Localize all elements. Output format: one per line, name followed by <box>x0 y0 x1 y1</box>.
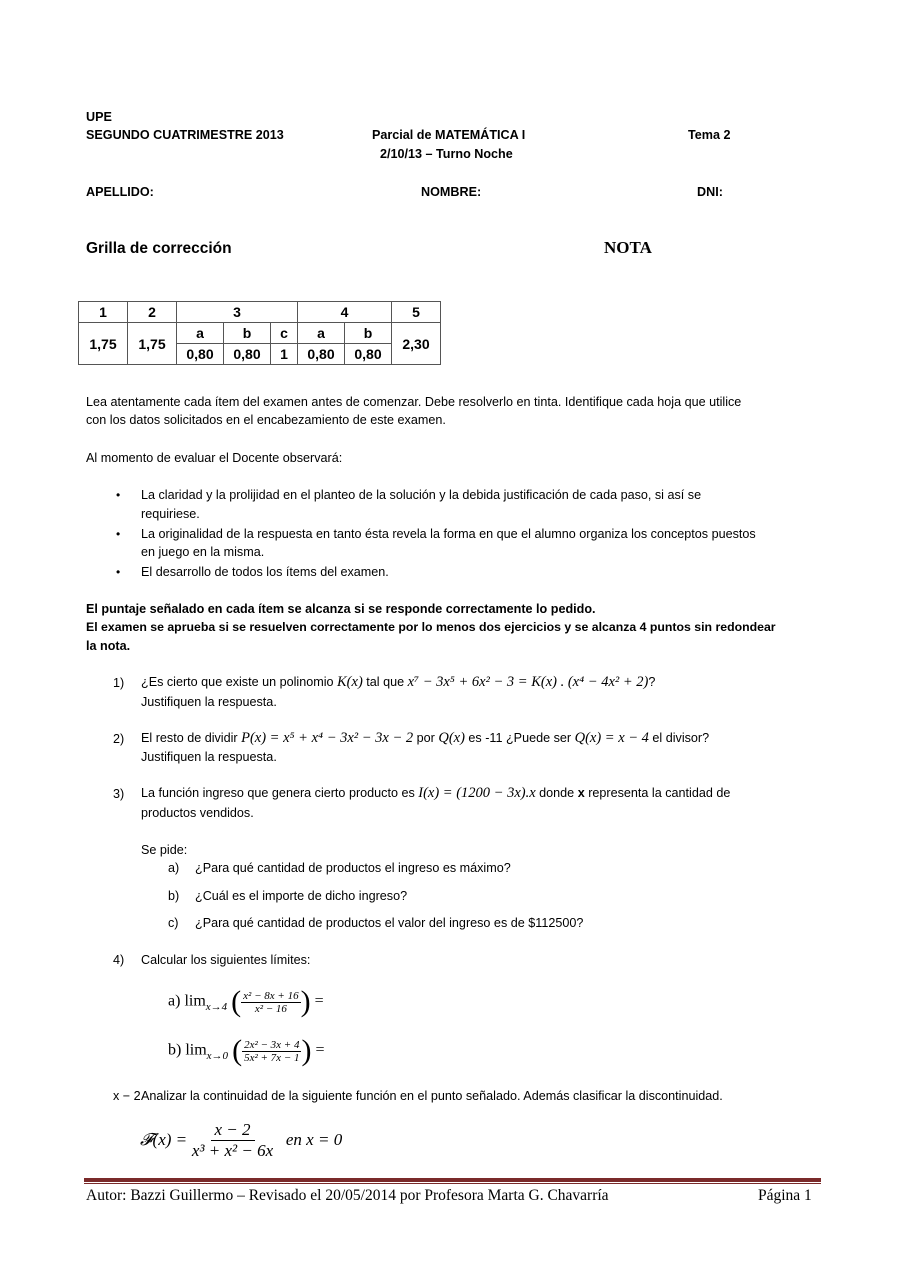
q3-bold-x: x <box>577 786 585 800</box>
header-cell: 4 <box>298 302 392 323</box>
q1-text: tal que <box>366 675 405 689</box>
value-cell: 1 <box>271 344 298 365</box>
footer-rule <box>84 1178 821 1182</box>
exam-title: Parcial de MATEMÁTICA I <box>372 128 526 142</box>
question-number: 4) <box>113 953 125 967</box>
q3-text: donde <box>539 786 575 800</box>
q1-text: ? <box>648 675 656 689</box>
q3-item: ¿Para qué cantidad de productos el valor del ingreso es de $112500? <box>195 916 584 930</box>
bold-note: El puntaje señalado en cada ítem se alcanza si se responde correctamente lo pedido. <box>86 602 596 616</box>
nota-label: NOTA <box>604 238 652 257</box>
bullet-icon: • <box>116 527 121 541</box>
q1-math: K(x) <box>337 674 363 690</box>
question-1 <box>141 674 655 691</box>
q2-text: por <box>416 731 435 745</box>
q3-text: representa la cantidad de <box>588 786 731 800</box>
term: SEGUNDO CUATRIMESTRE 2013 <box>86 128 284 142</box>
value-cell: 0,80 <box>298 344 345 365</box>
fraction-denominator: x³ + x² − 6x <box>191 1141 274 1160</box>
fraction-numerator: 2x² − 3x + 4 <box>244 1038 300 1051</box>
grading-table <box>78 301 441 365</box>
apellido-label: APELLIDO: <box>86 185 154 199</box>
q1-math: x⁷ − 3x⁵ + 6x² − 3 = K(x) . (x⁴ − 4x² + 2) <box>407 674 649 690</box>
subheader-cell: c <box>271 323 298 344</box>
institution: UPE <box>86 110 112 124</box>
question-2 <box>141 730 709 747</box>
nombre-label: NOMBRE: <box>421 185 482 199</box>
q5-text: Analizar la continuidad de la siguiente función en el punto señalado. Además clasificar la discontinuidad. <box>141 1089 723 1103</box>
limit-a: a) $\lim_{x\to 4}$ ( $\frac{\text{x² − 8x + 16}}{\text{x² − 16}}$ ) = <box>168 985 324 1018</box>
dni-label: DNI: <box>697 185 723 199</box>
footer-rule-thin <box>84 1183 821 1184</box>
fraction-numerator: x − 2 <box>211 1120 255 1141</box>
lim: lim <box>184 992 206 1010</box>
page-number: Página 1 <box>758 1187 812 1204</box>
q3-item-label: b) <box>168 889 180 903</box>
q3-math: I(x) = (1200 − 3x).x <box>418 785 536 801</box>
exam-date: 2/10/13 – Turno Noche <box>380 147 513 161</box>
function-definition <box>140 1120 342 1161</box>
bullet-icon: • <box>116 488 121 502</box>
equals: = <box>314 992 324 1010</box>
lim-sub: x→4 <box>205 1000 228 1013</box>
value-cell: 1,75 <box>79 323 128 365</box>
question-number: 3) <box>113 787 125 801</box>
tema: Tema 2 <box>688 128 731 142</box>
q2-math: Q(x) = x − 4 <box>574 730 649 746</box>
q3-item-label: a) <box>168 861 180 875</box>
lim: lim <box>185 1041 207 1059</box>
q2-math: Q(x) <box>438 730 465 746</box>
q1-justify: Justifiquen la respuesta. <box>141 695 277 709</box>
bold-note: la nota. <box>86 639 131 653</box>
value-cell: 0,80 <box>224 344 271 365</box>
header-cell: 2 <box>128 302 177 323</box>
grading-title: Grilla de corrección <box>86 240 232 257</box>
fraction-denominator: x² − 16 <box>254 1002 287 1015</box>
fraction-numerator: x² − 8x + 16 <box>243 989 299 1002</box>
value-cell: 1,75 <box>128 323 177 365</box>
bullet-item: en juego en la misma. <box>141 545 265 559</box>
q1-text: ¿Es cierto que existe un polinomio <box>141 675 334 689</box>
question-3 <box>141 785 730 802</box>
subheader-cell: b <box>224 323 271 344</box>
subheader-cell: b <box>345 323 392 344</box>
value-cell: 0,80 <box>345 344 392 365</box>
bullet-item: La originalidad de la respuesta en tanto ésta revela la forma en que el alumno organiza los conceptos puestos <box>141 527 756 541</box>
instructions-line: Al momento de evaluar el Docente observará: <box>86 451 343 465</box>
bullet-item: El desarrollo de todos los ítems del examen. <box>141 565 389 579</box>
q3-line2: productos vendidos. <box>141 806 254 820</box>
q2-text: es -11 ¿Puede ser <box>468 731 572 745</box>
bullet-item: La claridad y la prolijidad en el planteo de la solución y la debida justificación de cada paso, si así se <box>141 488 702 502</box>
value-cell: 2,30 <box>392 323 441 365</box>
question-number: 2) <box>113 732 125 746</box>
bullet-icon: • <box>116 565 121 579</box>
q3-item: ¿Para qué cantidad de productos el ingreso es máximo? <box>195 861 511 875</box>
se-pide: Se pide: <box>141 843 188 857</box>
lim-sub: x→0 <box>206 1049 229 1062</box>
q3-text: La función ingreso que genera cierto producto es <box>141 786 415 800</box>
header-cell: 5 <box>392 302 441 323</box>
subheader-cell: a <box>177 323 224 344</box>
q3-item-label: c) <box>168 916 179 930</box>
instructions-line: con los datos solicitados en el encabezamiento de este examen. <box>86 413 446 427</box>
value-cell: 0,80 <box>177 344 224 365</box>
header-cell: 3 <box>177 302 298 323</box>
q2-justify: Justifiquen la respuesta. <box>141 750 277 764</box>
question-number: x − 2 <box>113 1089 141 1103</box>
footer-author: Autor: Bazzi Guillermo – Revisado el 20/05/2014 por Profesora Marta G. Chavarría <box>86 1187 609 1204</box>
subheader-cell: a <box>298 323 345 344</box>
instructions-line: Lea atentamente cada ítem del examen antes de comenzar. Debe resolverlo en tinta. Identifique cada hoja que utilice <box>86 395 742 409</box>
equals: = <box>315 1041 325 1059</box>
bullet-item: requiriese. <box>141 507 200 521</box>
limit-label: a) <box>168 992 181 1010</box>
limit-label: b) <box>168 1041 182 1059</box>
q2-math: P(x) = x⁵ + x⁴ − 3x² − 3x − 2 <box>241 730 414 746</box>
q2-text: El resto de dividir <box>141 731 238 745</box>
q3-item: ¿Cuál es el importe de dicho ingreso? <box>195 889 408 903</box>
bold-note: El examen se aprueba si se resuelven correctamente por lo menos dos ejercicios y se alcanza 4 puntos sin redondear <box>86 620 776 634</box>
function-lhs: 𝓕(x) = <box>140 1129 188 1149</box>
header-cell: 1 <box>79 302 128 323</box>
limit-b: b) $\lim_{x\to 0}$ ( $\frac{\text{2x² − 3x + 4}}{\text{5x² + 7x − 1}}$ ) = <box>168 1034 325 1067</box>
q4-text: Calcular los siguientes límites: <box>141 953 311 967</box>
fraction-denominator: 5x² + 7x − 1 <box>244 1051 300 1064</box>
q2-text: el divisor? <box>652 731 710 745</box>
question-number: 1) <box>113 676 125 690</box>
function-point: en x = 0 <box>285 1129 343 1149</box>
